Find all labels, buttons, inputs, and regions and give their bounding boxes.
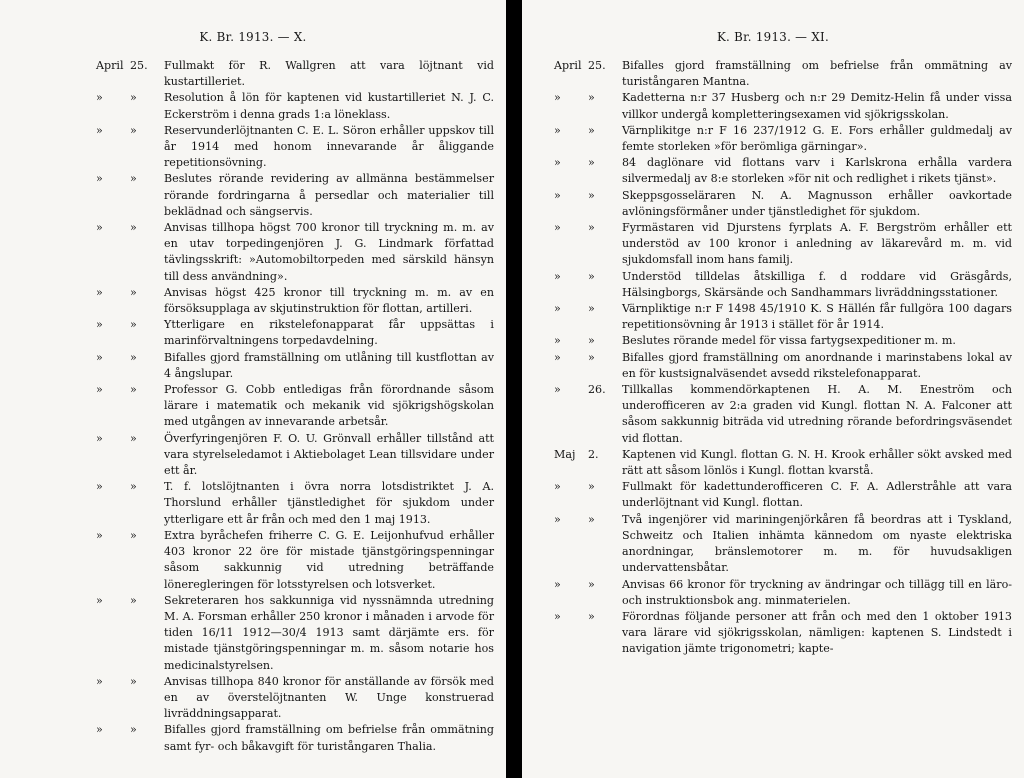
entry: [554, 609, 1012, 658]
entry-text: Skeppsgossеläraren N. A. Magnusson erhåller oavkortade avlöningsförmåner under tjänstledighet för sjukdom.: [622, 188, 1012, 218]
entry: [96, 528, 494, 593]
entry-day: »: [130, 285, 137, 299]
entry-text: Bifalles gjord framställning om anordnande i marinstabens lokal av en för kustsignalväsendet avsedd rikstelefonapparat.: [622, 350, 1012, 380]
entry-day: »: [130, 528, 137, 542]
left-page-header: K. Br. 1913. — X.: [199, 30, 307, 44]
entry: [96, 123, 494, 172]
entry: [554, 479, 1012, 511]
entry-text: 84 daglönare vid flottans varv i Karlskrona erhålla vardera silvermedalj av 8:e storleken »för nit och redlighet i rikets tjänst».: [622, 156, 1012, 186]
entry: [554, 333, 1012, 349]
entry-month: »: [96, 723, 103, 737]
entry-text: Två ingenjörer vid mariningenjörkåren få beordras att i Tyskland, Schweitz och Italien inhämta kännedom om nyaste elektriska anordningar, bränslemotorer m. m. för huvudsakligen undervattensbåtar.: [622, 512, 1012, 575]
entry: [96, 479, 494, 528]
entry: [554, 269, 1012, 301]
entry-text: Förordnas följande personer att från och med den 1 oktober 1913 vara lärare vid sjökrigsskolan, nämligen: kaptenen S. Lindstedt i navigation jämte trigonometri; kapte-: [622, 609, 1012, 656]
entry-day: »: [130, 91, 137, 105]
entry: [96, 674, 494, 723]
entry-day: »: [130, 221, 137, 235]
left-page-entries: [96, 58, 494, 755]
entry-text: Anvisas högst 425 kronor till tryckning m. m. av en försöksupplaga av skjutinstruktion för flottan, artilleri.: [164, 285, 494, 316]
entry-text: Anvisas tillhopa högst 700 kronor till tryckning m. m. av en utav torpedingenjören J. G. Lindmark författad tävlingsskrift: »Automobiltorpeden med särskild hänsyn till dess användning».: [164, 221, 494, 283]
entry: [554, 350, 1012, 382]
entry-month: »: [96, 383, 103, 397]
entry-text: Extra byråchefen friherre C. G. E. Leijonhufvud erhåller 403 kronor 22 öre för mistade tjänstgöringspenningar såsom sakkunnig vid utredning beträffande löneregleringen för lotsstyrelsen och lotsverket.: [164, 528, 494, 591]
entry: [554, 382, 1012, 447]
entry-day: 26.: [588, 383, 606, 397]
entry-text: Anvisas tillhopa 840 kronor för anställande av försök med en av överstelöjtnanten W. Unge konstruerad livräddningsapparat.: [164, 674, 494, 721]
entry-month: »: [554, 480, 561, 494]
entry: [554, 301, 1012, 333]
entry-month: »: [554, 156, 561, 170]
entry-text: Anvisas 66 kronor för tryckning av ändringar och tillägg till en läro- och instruktionsbok ang. minmaterielen.: [622, 577, 1012, 607]
entry-day: »: [130, 593, 137, 607]
entry-day: »: [588, 188, 595, 202]
entry-month: »: [554, 123, 561, 137]
entry-month: »: [554, 221, 561, 235]
entry-day: »: [130, 431, 137, 445]
entry: [96, 382, 494, 431]
entry-day: »: [588, 123, 595, 137]
entry-month: »: [554, 334, 561, 348]
entry-text: Beslutes rörande revidering av allmänna bestämmelser rörande fordringarna å persedlar och materialier till beklädnad och sängservis.: [164, 172, 494, 218]
entry: [554, 220, 1012, 269]
entry-month: »: [96, 221, 103, 235]
entry-month: »: [554, 269, 561, 283]
entry-text: Kadetterna n:r 37 Husberg och n:r 29 Demitz-Helin få under vissa villkor undergå kompletteringsexamen vid sjökrigsskolan.: [622, 91, 1012, 121]
entry: [96, 431, 494, 480]
entry-month: »: [96, 123, 103, 137]
entry-day: 2.: [588, 447, 599, 461]
entry-text: Kaptenen vid Kungl. flottan G. N. H. Krook erhåller sökt avsked med rätt att såsom lönlös i Kungl. flottan kvarstå.: [622, 447, 1012, 478]
entry-month: »: [96, 431, 103, 445]
entry-month: »: [554, 302, 561, 316]
entry-month: »: [554, 188, 561, 202]
entry: [96, 90, 494, 122]
entry-text: Professor G. Cobb entledigas från förordnande såsom lärare i matematik och mekanik vid sjökrigshögskolan med utgången av innevarande arbetsår.: [164, 383, 494, 429]
entry-day: »: [130, 723, 137, 737]
entry-text: T. f. lotslöjtnanten i övra norra lotsdistriktet J. A. Thorslund erhåller tjänstledighet för sjukdom under ytterligare ett år från och med den 1 maj 1913.: [164, 480, 494, 526]
entry-text: Bifalles gjord framställning om utlåning till kustflottan av 4 ångslupar.: [164, 350, 494, 380]
entry-day: »: [130, 383, 137, 397]
entry-text: Sekreteraren hos sakkunniga vid nyssnämnda utredning M. A. Forsman erhåller 250 kronor i månaden i arvode för tiden 16/11 1912—30/4 1913 samt därjämte ers. för mistade tjänstgöringspenningar m. m. såsom notarie hos medicinalstyrelsen.: [164, 593, 494, 672]
entry-day: »: [130, 123, 137, 137]
entry: [96, 317, 494, 349]
entry: [554, 123, 1012, 155]
entry-day: »: [130, 172, 137, 186]
entry-day: 25.: [130, 59, 148, 72]
entry: [96, 285, 494, 317]
entry: [554, 512, 1012, 577]
entry: [554, 58, 1012, 90]
entry-text: Bifalles gjord framställning om befrielse från ommätning samt fyr- och båkavgift för turistångaren Thalia.: [164, 723, 494, 753]
entry-text: Understöd tilldelas åtskilliga f. d roddare vid Gräsgårds, Hälsingborgs, Skärsände och Sandhammars livräddningsstationer.: [622, 269, 1012, 299]
entry-text: Värnpliktige n:r F 1498 45/1910 K. S Hällén får fullgöra 100 dagars repetitionsövning år 1913 i stället för år 1914.: [622, 302, 1012, 332]
right-page-header: K. Br. 1913. — XI.: [716, 30, 830, 44]
entry-text: Fullmakt för kadettunderofficeren C. F. A. Adlerstråhle att vara underlöjtnant vid Kungl. flottan.: [622, 480, 1012, 510]
entry-day: »: [588, 302, 595, 316]
entry: [96, 593, 494, 674]
entry-month: »: [554, 91, 561, 105]
entry-day: »: [588, 350, 595, 364]
entry-day: »: [588, 269, 595, 283]
entry: [96, 171, 494, 220]
entry-month: »: [96, 91, 103, 105]
left-page: [0, 0, 506, 778]
right-page: [522, 0, 1024, 778]
entry-day: »: [130, 318, 137, 332]
entry: [554, 155, 1012, 187]
entry: [96, 58, 494, 90]
entry-text: Fyrmästaren vid Djurstens fyrplats A. F. Bergström erhåller ett understöd av 100 kronor i anledning av läkarevård m. m. vid sjukdomsfall inom hans familj.: [622, 221, 1012, 267]
entry-text: Reservunderlöjtnanten C. E. L. Söron erhåller uppskov till år 1914 med honom innevarande år åliggande repetitionsövning.: [164, 123, 494, 170]
entry-text: Beslutes rörande medel för vissa fartygsexpeditioner m. m.: [622, 334, 956, 348]
entry-month: »: [96, 593, 103, 607]
entry-day: »: [588, 91, 595, 105]
entry-month: »: [96, 350, 103, 364]
entry-text: Bifalles gjord framställning om befrielse från ommätning av turistångaren Mantna.: [622, 59, 1012, 89]
entry-text: Resolution å lön för kaptenen vid kustartilleriet N. J. C. Eckerström i denna grads 1:a löneklass.: [164, 91, 494, 121]
entry-day: »: [588, 512, 595, 526]
entry-day: »: [130, 674, 137, 688]
entry-day: »: [588, 609, 595, 623]
entry-day: »: [588, 334, 595, 348]
entry-month: »: [96, 480, 103, 494]
entry-month: »: [96, 528, 103, 542]
entry-month: »: [554, 577, 561, 591]
entry: [554, 447, 1012, 479]
entry-month: »: [96, 172, 103, 186]
entry: [96, 220, 494, 285]
entry-month: »: [96, 318, 103, 332]
entry: [554, 188, 1012, 220]
entry-month: »: [96, 285, 103, 299]
entry: [96, 722, 494, 754]
entry-text: Fullmakt för R. Wallgren att vara löjtnant vid kustartilleriet.: [164, 59, 494, 89]
entry-month: Maj: [554, 447, 576, 461]
entry-day: 25.: [588, 59, 606, 72]
entry-month: »: [554, 383, 561, 397]
entry-day: »: [130, 480, 137, 494]
entry-month: »: [96, 674, 103, 688]
entry: [554, 90, 1012, 122]
entry-day: »: [588, 221, 595, 235]
entry-month: »: [554, 350, 561, 364]
entry: [96, 350, 494, 382]
entry-day: »: [588, 577, 595, 591]
entry-month: April: [96, 59, 124, 72]
right-page-entries: [554, 58, 1012, 658]
entry-day: »: [130, 350, 137, 364]
entry-text: Ytterligare en rikstelefonapparat får uppsättas i marinförvaltningens torpedavdelning.: [164, 318, 494, 348]
entry-day: »: [588, 480, 595, 494]
entry-month: »: [554, 512, 561, 526]
entry-month: »: [554, 609, 561, 623]
entry: [554, 577, 1012, 609]
entry-text: Tillkallas kommendörkaptenen H. A. M. Eneström och underofficeren av 2:a graden vid Kungl. flottan N. A. Falconer att såsom sakkunnig biträda vid utredning rörande befordringsväsendet vid flottan.: [622, 383, 1012, 445]
entry-text: Värnplikitge n:r F 16 237/1912 G. E. Fors erhåller guldmedalj av femte storleken »för berömliga gärningar».: [622, 123, 1012, 154]
entry-month: April: [554, 59, 582, 72]
entry-text: Överfyringenjören F. O. U. Grönvall erhåller tillstånd att vara styrelseledamot i Aktiebolaget Lean tillsvidare under ett år.: [164, 431, 494, 478]
entry-day: »: [588, 156, 595, 170]
